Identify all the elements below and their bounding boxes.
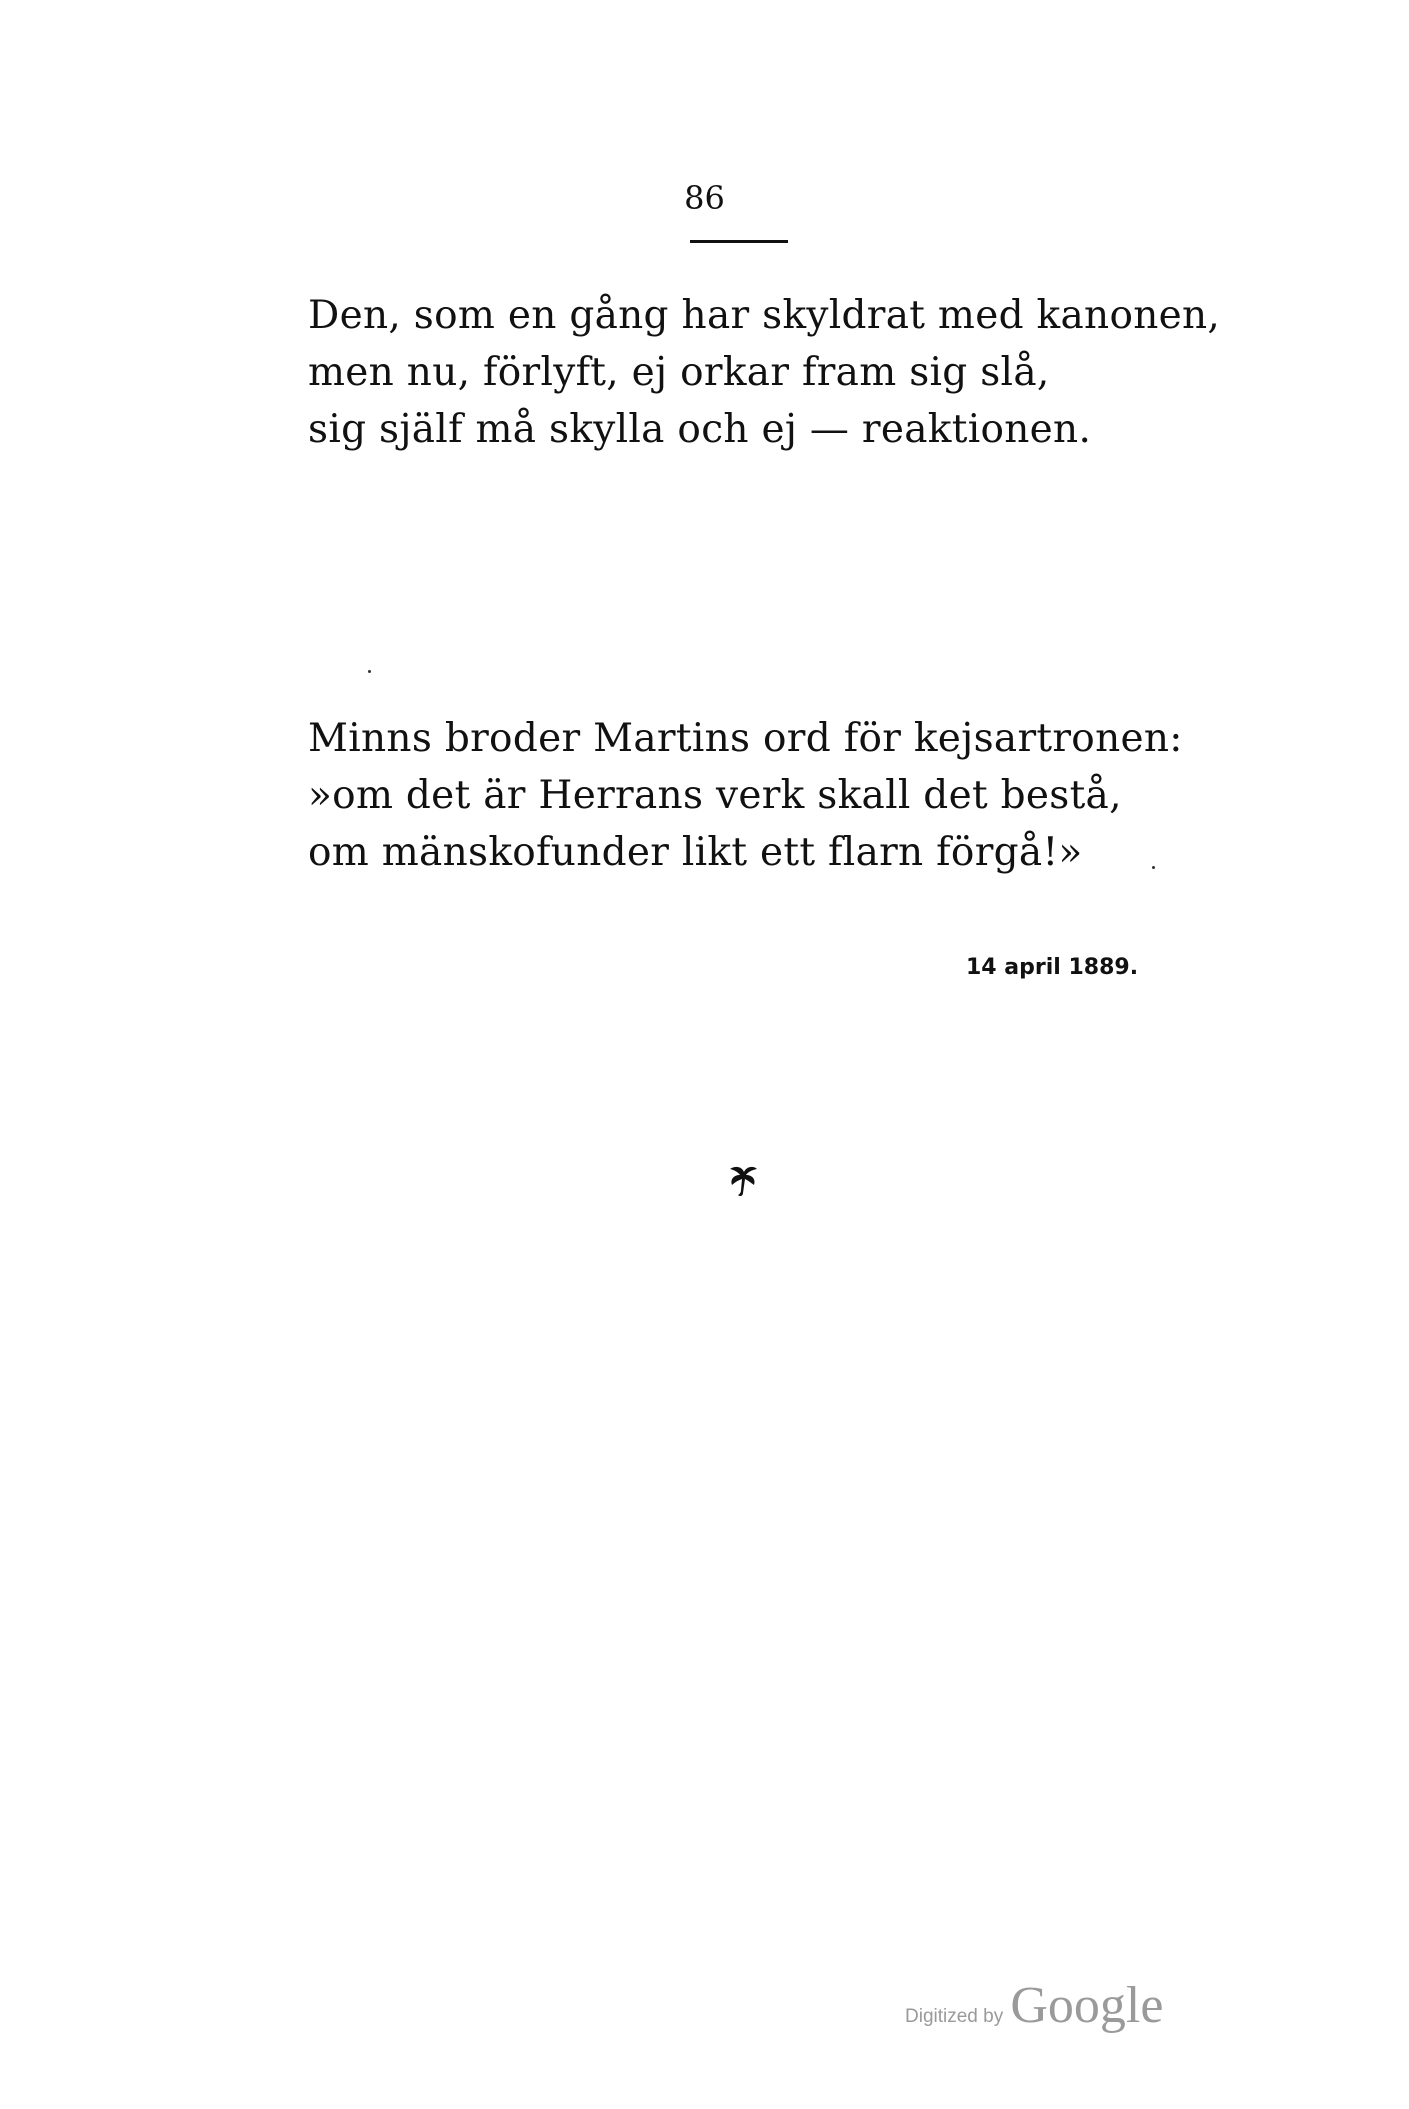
page-number: 86: [684, 179, 725, 217]
fleuron-icon: [726, 1163, 760, 1199]
verse-line: Den, som en gång har skyldrat med kanonen,: [308, 293, 1221, 338]
header-rule: [690, 240, 788, 243]
verse-line: Minns broder Martins ord för kejsartronen:: [308, 716, 1183, 761]
verse-line: sig själf må skylla och ej — reaktionen.: [308, 407, 1092, 452]
print-speck: [1152, 866, 1155, 869]
digitization-watermark: [905, 1976, 1163, 2035]
verse-line: »om det är Herrans verk skall det bestå,: [308, 773, 1122, 818]
watermark-prefix: Digitized by: [905, 2006, 1004, 2027]
print-speck: [368, 670, 371, 673]
stanza: [308, 287, 1248, 458]
poem-date: 14 april 1889.: [966, 955, 1139, 980]
verse-line: om mänskofunder likt ett flarn förgå!»: [308, 830, 1083, 875]
verse-line: men nu, förlyft, ej orkar fram sig slå,: [308, 350, 1050, 395]
watermark-brand: Google: [1010, 1977, 1164, 2034]
stanza: [308, 710, 1248, 881]
